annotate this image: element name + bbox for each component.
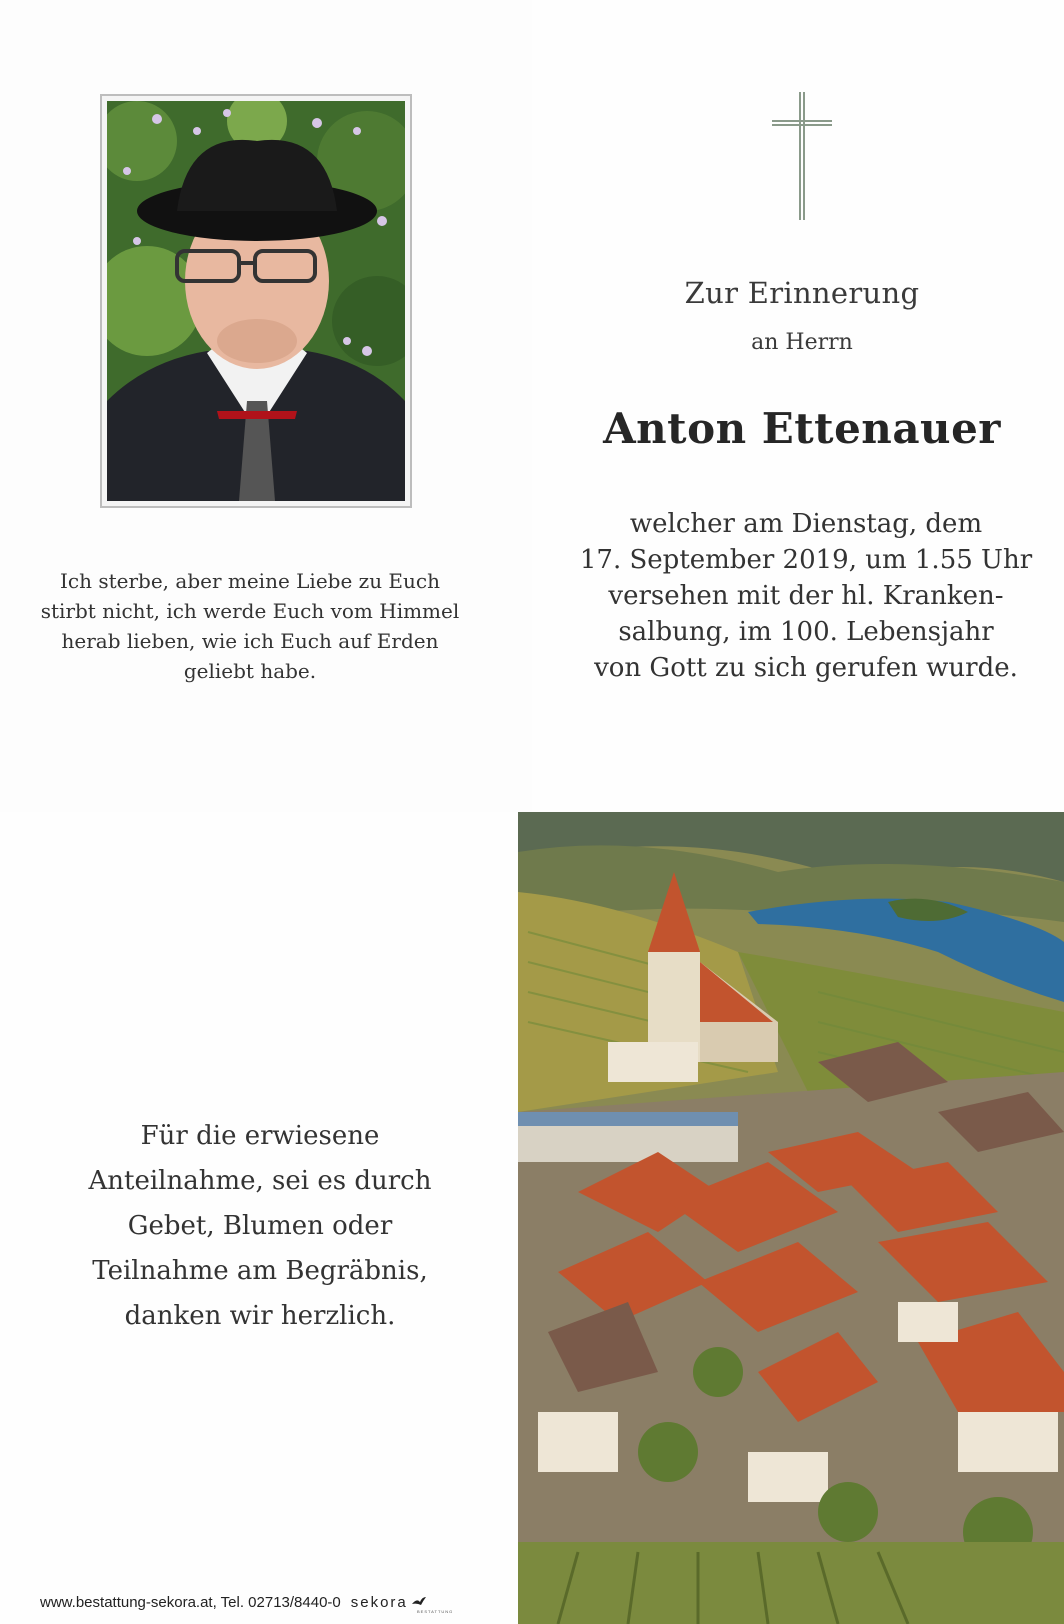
notice-line: von Gott zu sich gerufen wurde. xyxy=(594,653,1018,683)
thanks-line: Gebet, Blumen oder xyxy=(127,1211,393,1241)
aerial-village-photo xyxy=(518,812,1064,1624)
deceased-name: Anton Ettenauer xyxy=(603,404,1001,453)
thanks-line: Für die erwiesene xyxy=(140,1121,380,1151)
death-notice xyxy=(572,506,1040,686)
thanks-line: Teilnahme am Begräbnis, xyxy=(92,1256,428,1286)
notice-line: welcher am Dienstag, dem xyxy=(629,509,983,539)
quote-line: geliebt habe. xyxy=(183,659,317,683)
thanks-line: danken wir herzlich. xyxy=(124,1301,396,1331)
brand-name: sekora xyxy=(350,1593,408,1611)
salutation: an Herrn xyxy=(751,330,853,355)
notice-line: 17. September 2019, um 1.55 Uhr xyxy=(579,545,1033,575)
quote-text xyxy=(40,566,460,686)
portrait-photo xyxy=(100,94,412,508)
notice-line: salbung, im 100. Lebensjahr xyxy=(618,617,994,647)
quote-line: Ich sterbe, aber meine Liebe zu Euch xyxy=(60,569,440,593)
brand-subtitle: BESTATTUNG xyxy=(417,1609,454,1614)
brand-logo xyxy=(351,1594,427,1611)
bird-icon xyxy=(411,1596,427,1608)
quote-line: stirbt nicht, ich werde Euch vom Himmel xyxy=(40,599,460,623)
thanks-text xyxy=(60,1114,460,1339)
footer xyxy=(40,1588,480,1616)
footer-contact: www.bestattung-sekora.at, Tel. 02713/8440-0 xyxy=(40,1593,341,1611)
cross-icon xyxy=(770,92,834,220)
memorial-heading: Zur Erinnerung xyxy=(684,276,920,310)
quote-line: herab lieben, wie ich Euch auf Erden xyxy=(61,629,439,653)
portrait-image xyxy=(107,101,405,501)
notice-line: versehen mit der hl. Kranken- xyxy=(608,581,1004,611)
village-image xyxy=(518,812,1064,1624)
thanks-line: Anteilnahme, sei es durch xyxy=(88,1166,432,1196)
